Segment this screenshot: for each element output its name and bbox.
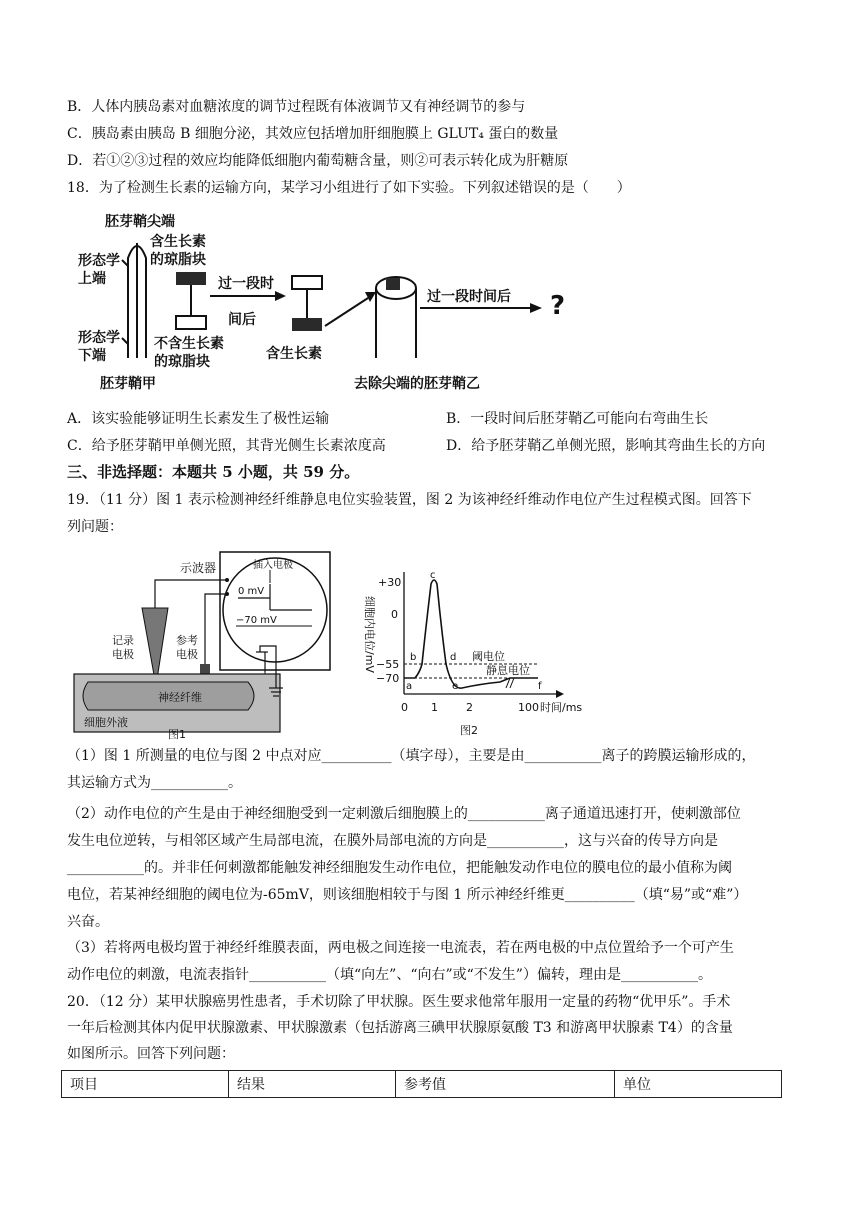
- xtick-100: 100: [518, 701, 539, 714]
- resting-label: 静息电位: [486, 664, 530, 677]
- q19-figure-2: [360, 566, 600, 742]
- q17-option-d: D．若①②③过程的效应均能降低细胞内葡萄糖含量，则②可表示转化成为肝糖原: [67, 153, 569, 169]
- q19-part2-line3: ___________的。并非任何刺激都能触发神经细胞发生动作电位，把能触发动作电位的膜电位的最小值称为阈: [67, 860, 732, 876]
- minus70-mv-label: −70 mV: [236, 615, 277, 626]
- block-with-auxin: [176, 272, 206, 285]
- header-item: 项目: [62, 1071, 229, 1098]
- q20-line2: 一年后检测其体内促甲状腺激素、甲状腺激素（包括游离三碘甲状腺原氨酸 T3 和游离甲状腺素 T4）的含量: [67, 1020, 733, 1036]
- table-header-row: [62, 1071, 782, 1098]
- coleoptile-b-label: 去除尖端的胚芽鞘乙: [354, 376, 480, 392]
- fig2-xlabel: 时间/ms: [540, 701, 583, 714]
- coleoptile-a-shape: [122, 243, 146, 358]
- q19-part3-line1: （3）若将两电极均置于神经纤维膜表面，两电极之间连接一电流表，若在两电极的中点位置给予一个可产生: [67, 940, 734, 956]
- insert-electrode-label: 插入电极: [253, 560, 293, 571]
- block-with-label-1: 含生长素: [150, 234, 206, 250]
- point-e: e: [452, 681, 459, 692]
- q19-part1-line1: （1）图 1 所测量的电位与图 2 中点对应__________（填字母），主要是由___________离子的跨膜运输形成的，: [67, 748, 756, 764]
- header-reference: 参考值: [396, 1071, 615, 1098]
- arrow-2: [325, 298, 368, 326]
- reference-label-1: 参考: [176, 634, 198, 647]
- q19-figure-1: [70, 548, 340, 740]
- q19-part1-line2: 其运输方式为___________。: [67, 775, 242, 791]
- block-after-top: [292, 276, 322, 289]
- record-label-1: 记录: [112, 634, 134, 647]
- fiber-label: 神经纤维: [158, 691, 202, 704]
- q17-option-b: B．人体内胰岛素对血糖浓度的调节过程既有体液调节又有神经调节的参与: [67, 99, 526, 115]
- q20-line3: 如图所示。回答下列问题：: [67, 1046, 235, 1062]
- outside-label: 细胞外液: [84, 716, 128, 729]
- fig2-ylabel: 细胞内电位/mV: [363, 596, 376, 673]
- contains-auxin-label: 含生长素: [266, 346, 322, 362]
- q18-tip-label: 胚芽鞘尖端: [105, 214, 175, 230]
- header-unit: 单位: [614, 1071, 781, 1098]
- xtick-1: 1: [431, 701, 438, 714]
- q18-option-d: D．给予胚芽鞘乙单侧光照，影响其弯曲生长的方向: [446, 438, 766, 454]
- q18-top-end-label-2: 上端: [78, 271, 106, 287]
- fig1-caption: 图1: [168, 728, 186, 741]
- q20-table: [61, 1070, 782, 1098]
- q18-bottom-end-label-2: 下端: [78, 348, 106, 364]
- after-time-label-1: 过一段时: [218, 276, 274, 292]
- q19-part2-line2: 发生电位逆转，与相邻区域产生局部电流，在膜外局部电流的方向是___________，这与兴奋的传导方向是: [67, 833, 718, 849]
- xtick-2: 2: [466, 701, 473, 714]
- q19-part2-line5: 兴奋。: [67, 914, 109, 930]
- q20-line1: 20．（12 分）某甲状腺癌男性患者，手术切除了甲状腺。医生要求他常年服用一定量的药物“优甲乐”。手术: [67, 994, 731, 1010]
- ytick-m55: −55: [376, 658, 400, 671]
- block-with-label-2: 的琼脂块: [150, 252, 206, 268]
- q18-option-a: A．该实验能够证明生长素发生了极性运输: [67, 411, 330, 427]
- threshold-label: 阈电位: [472, 650, 505, 663]
- ytick-0: 0: [391, 608, 398, 621]
- section-3-heading: 三、非选择题：本题共 5 小题，共 59 分。: [67, 463, 360, 481]
- coleoptile-a-label: 胚芽鞘甲: [100, 376, 156, 392]
- header-result: 结果: [229, 1071, 396, 1098]
- block-without-label-1: 不含生长素: [154, 336, 224, 352]
- point-d: d: [450, 652, 457, 663]
- xtick-0: 0: [401, 701, 408, 714]
- point-f: f: [538, 681, 542, 692]
- after-time-label-2: 间后: [228, 312, 256, 328]
- record-label-2: 电极: [112, 648, 134, 661]
- q18-bottom-end-label-1: 形态学: [78, 330, 120, 346]
- q18-figure: [70, 208, 566, 398]
- fig2-caption: 图2: [460, 724, 478, 737]
- q18-stem: 18．为了检测生长素的运输方向，某学习小组进行了如下实验。下列叙述错误的是（ ）: [67, 180, 631, 196]
- q19-part2-line4: 电位，若某神经细胞的阈电位为-65mV，则该细胞相较于与图 1 所示神经纤维更__________（填“易”或“难”）: [67, 887, 748, 903]
- question-mark: ?: [550, 291, 566, 321]
- q19-part3-line2: 动作电位的刺激，电流表指针___________（填“向左”、“向右”或“不发生”）偏转，理由是___________。: [67, 967, 712, 983]
- point-a: a: [406, 681, 413, 692]
- q19-stem-2: 列问题：: [67, 519, 123, 535]
- q18-top-end-label-1: 形态学: [78, 253, 120, 269]
- reference-label-2: 电极: [176, 648, 198, 661]
- point-c: c: [430, 570, 436, 581]
- ytick-p30: +30: [378, 576, 402, 589]
- block-after-bottom: [292, 318, 322, 331]
- q19-part2-line1: （2）动作电位的产生是由于神经细胞受到一定刺激后细胞膜上的___________离子通道迅速打开，使刺激部位: [67, 806, 741, 822]
- block-without-label-2: 的琼脂块: [154, 354, 210, 370]
- block-without-auxin: [176, 316, 206, 329]
- after-time2-label: 过一段时间后: [427, 289, 511, 305]
- zero-mv-label: 0 mV: [238, 586, 265, 597]
- ytick-m70: −70: [376, 672, 400, 685]
- oscilloscope-label: 示波器: [180, 561, 217, 575]
- point-b: b: [410, 652, 417, 663]
- q18-option-c: C．给予胚芽鞘甲单侧光照，其背光侧生长素浓度高: [67, 438, 386, 454]
- q17-option-c: C．胰岛素由胰岛 B 细胞分泌，其效应包括增加肝细胞膜上 GLUT₄ 蛋白的数量: [67, 126, 559, 142]
- q19-stem-1: 19．（11 分）图 1 表示检测神经纤维静息电位实验装置，图 2 为该神经纤维动作电位产生过程模式图。回答下: [67, 492, 752, 508]
- block-on-coleoptile-b: [386, 278, 400, 290]
- q18-option-b: B．一段时间后胚芽鞘乙可能向右弯曲生长: [446, 411, 709, 427]
